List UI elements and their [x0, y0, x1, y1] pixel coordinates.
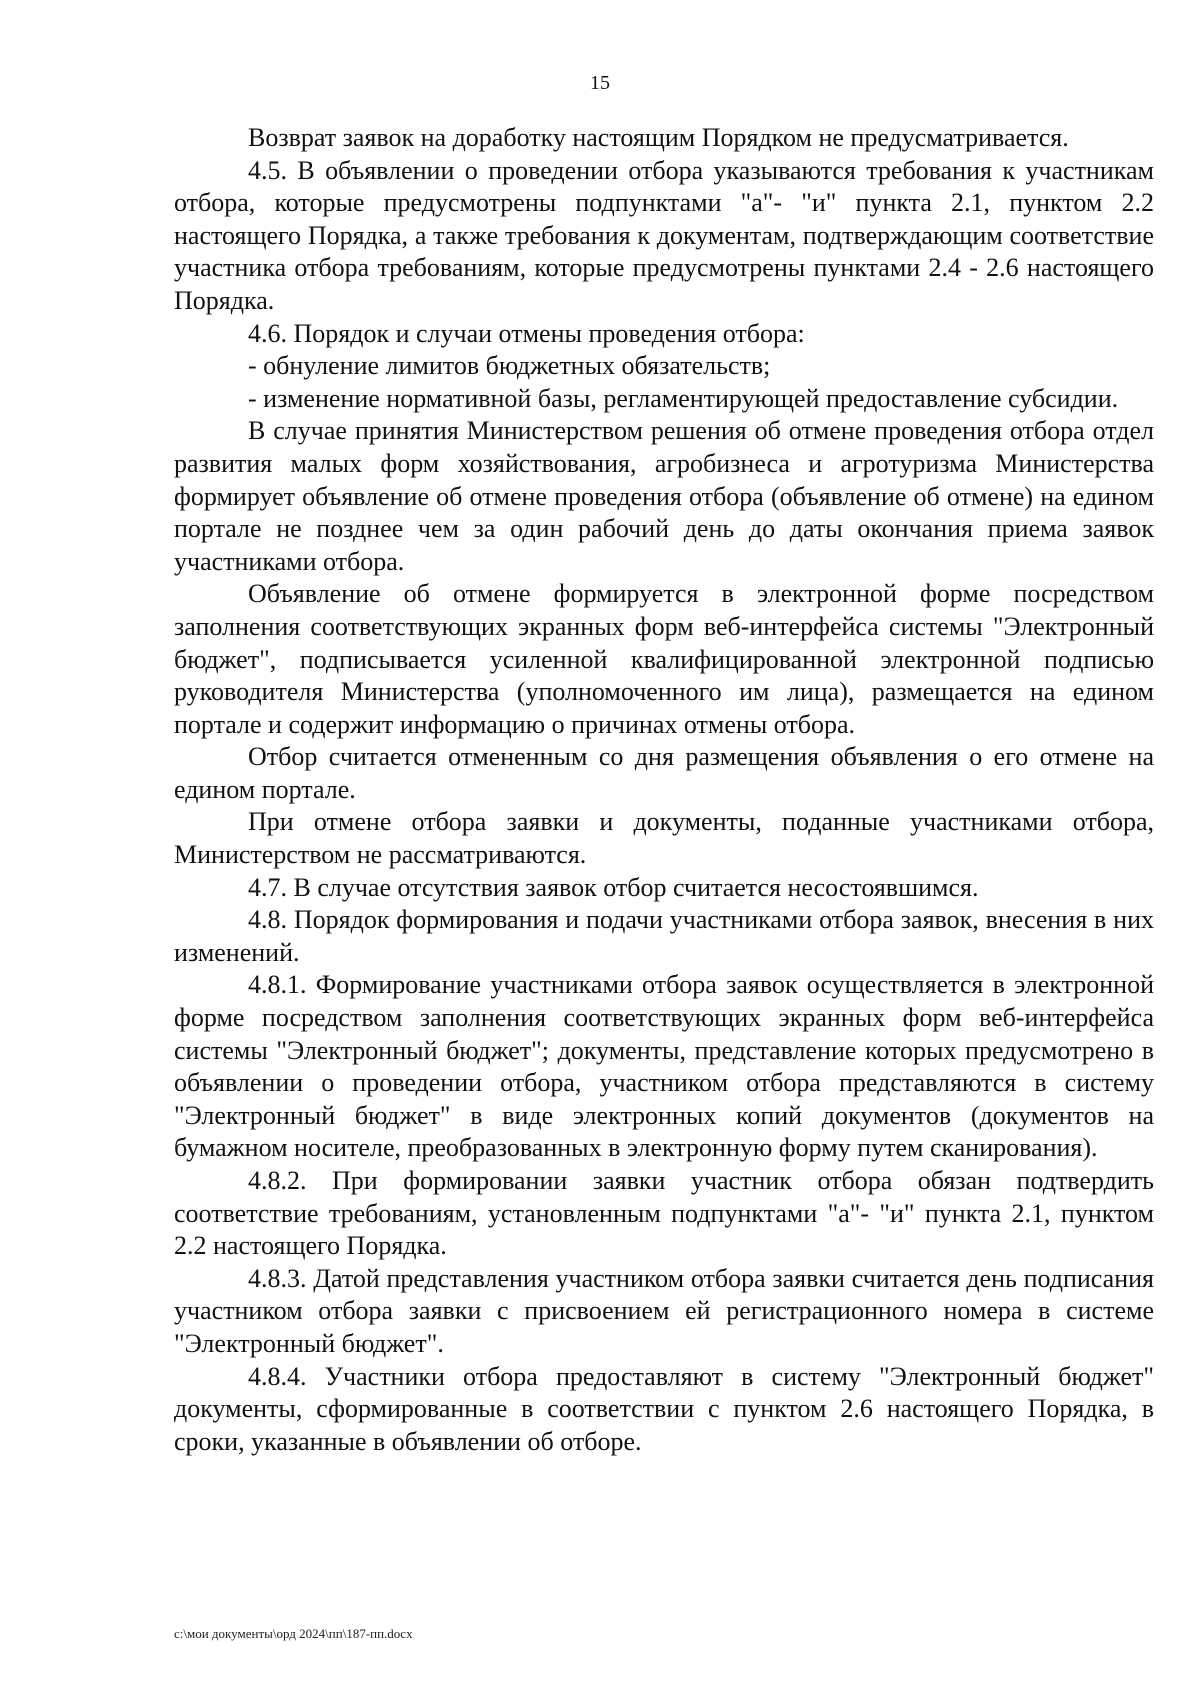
paragraph-applications-not-considered: При отмене отбора заявки и документы, поданные участниками отбора, Министерством не рассматриваются.: [174, 807, 1154, 870]
paragraph-4-8-3: 4.8.3. Датой представления участником отбора заявки считается день подписания участником отбора заявки с присвоением ей регистрационного номера в системе "Электронный бюджет".: [174, 1263, 1154, 1358]
document-body: [174, 122, 1154, 1458]
paragraph-cancellation-announcement: Объявление об отмене формируется в электронной форме посредством заполнения соответствующих экранных форм веб-интерфейса системы "Электронный бюджет", подписывается усиленной квалифицированной электронной подписью руководителя Министерства (уполномоченного им лица), размещается на едином портале и содержит информацию о причинах отмены отбора.: [174, 579, 1154, 739]
paragraph-cancelled-date: Отбор считается отмененным со дня размещения объявления о его отмене на едином портале.: [174, 742, 1154, 804]
paragraph-4-6: 4.6. Порядок и случаи отмены проведения отбора:: [248, 318, 805, 348]
list-item-limits-reset: - обнуление лимитов бюджетных обязательств;: [248, 351, 771, 381]
paragraph-4-8-1: 4.8.1. Формирование участниками отбора заявок осуществляется в электронной форме посредством заполнения соответствующих экранных форм веб-интерфейса системы "Электронный бюджет"; документы, представление которых предусмотрено в объявлении о проведении отбора, участником отбора представляются в систему "Электронный бюджет" в виде электронных копий документов (документов на бумажном носителе, преобразованных в электронную форму путем сканирования).: [174, 970, 1154, 1163]
paragraph-return-not-provided: Возврат заявок на доработку настоящим Порядком не предусматривается.: [248, 123, 1069, 152]
paragraph-4-8: 4.8. Порядок формирования и подачи участниками отбора заявок, внесения в них изменений.: [174, 905, 1154, 967]
paragraph-4-8-2: 4.8.2. При формировании заявки участник отбора обязан подтвердить соответствие требованиям, установленным подпунктами "а"- "и" пункта 2.1, пунктом 2.2 настоящего Порядка.: [174, 1166, 1154, 1261]
list-item-regulation-change: - изменение нормативной базы, регламентирующей предоставление субсидии.: [248, 383, 1119, 413]
paragraph-4-5: 4.5. В объявлении о проведении отбора указываются требования к участникам отбора, которые предусмотрены подпунктами "а"- "и" пункта 2.1, пунктом 2.2 настоящего Порядка, а также требования к документам, подтверждающим соответствие участника отбора требованиям, которые предусмотрены пунктами 2.4 - 2.6 настоящего Порядка.: [174, 155, 1154, 315]
footer-file-path: c:\мои документы\орд 2024\пп\187-пп.docx: [174, 1626, 413, 1641]
paragraph-4-8-4: 4.8.4. Участники отбора предоставляют в систему "Электронный бюджет" документы, сформированные в соответствии с пунктом 2.6 настоящего Порядка, в сроки, указанные в объявлении об отборе.: [174, 1361, 1154, 1456]
page-number: 15: [590, 72, 610, 94]
paragraph-cancellation-decision: В случае принятия Министерством решения об отмене проведения отбора отдел развития малых форм хозяйствования, агробизнеса и агротуризма Министерства формирует объявление об отмене проведения отбора (объявление об отмене) на едином портале не позднее чем за один рабочий день до даты окончания приема заявок участниками отбора.: [174, 416, 1154, 576]
paragraph-4-7: 4.7. В случае отсутствия заявок отбор считается несостоявшимся.: [248, 872, 979, 902]
